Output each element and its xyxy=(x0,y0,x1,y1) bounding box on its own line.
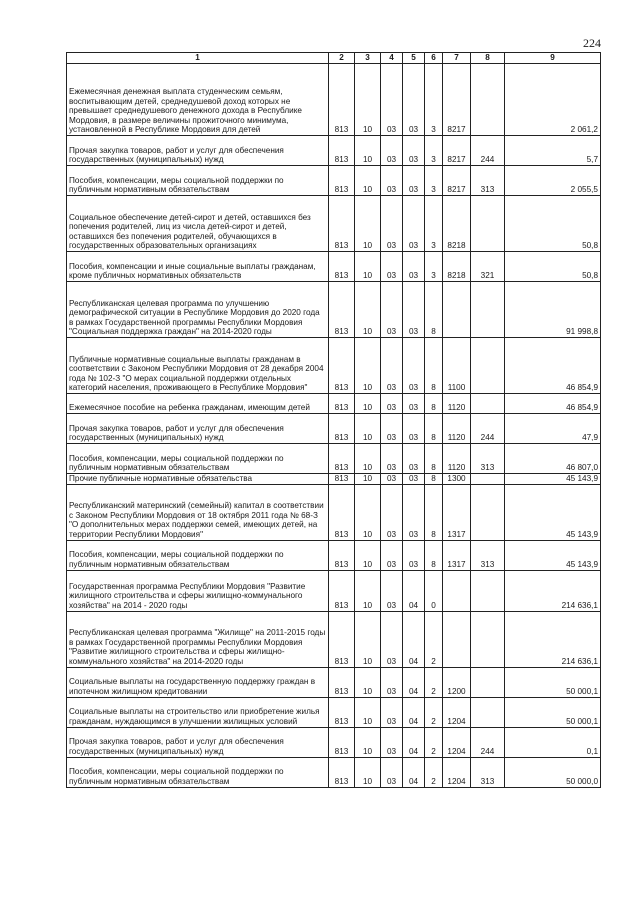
item-code-cell: 8217 xyxy=(443,166,471,196)
description-cell: Республиканский материнский (семейный) капитал в соответствии с Законом Республики Мордовия от 18 октября 2011 года № 68-З "О дополнительных мерах поддержки семей, имеющих детей, на территории Республики Мордовия" xyxy=(67,484,329,540)
subsection-cell: 03 xyxy=(381,196,403,252)
amount-cell: 2 061,2 xyxy=(505,64,601,136)
subsection-cell: 03 xyxy=(381,166,403,196)
amount-cell: 91 998,8 xyxy=(505,282,601,338)
program-cell: 04 xyxy=(403,697,425,727)
header-col-6: 6 xyxy=(425,53,443,64)
description-cell: Ежемесячная денежная выплата студенческим семьям, воспитывающим детей, среднедушевой доход которых не превышает среднедушевого денежного дохода в Республике Мордовия, в размере величины прожиточного минимума, установленной в Республике Мордовия для детей xyxy=(67,64,329,136)
subsection-cell: 03 xyxy=(381,727,403,757)
program-cell: 04 xyxy=(403,570,425,611)
subprogram-cell: 2 xyxy=(425,727,443,757)
subprogram-cell: 3 xyxy=(425,166,443,196)
table-body xyxy=(67,64,601,788)
amount-cell: 50,8 xyxy=(505,252,601,282)
ministry-code-cell: 813 xyxy=(329,484,355,540)
ministry-code-cell: 813 xyxy=(329,727,355,757)
subprogram-cell: 3 xyxy=(425,252,443,282)
expense-type-cell: 244 xyxy=(471,727,505,757)
table-row xyxy=(67,757,601,787)
amount-cell: 50 000,0 xyxy=(505,757,601,787)
description-cell: Республиканская целевая программа по улучшению демографической ситуации в Республике Мордовия до 2020 года в рамках Государственной программы Республики Мордовия "Социальная поддержка граждан" на 2014-2020 годы xyxy=(67,282,329,338)
description-cell: Государственная программа Республики Мордовия "Развитие жилищного строительства и сферы жилищно-коммунального хозяйства" на 2014 - 2020 годы xyxy=(67,570,329,611)
ministry-code-cell: 813 xyxy=(329,282,355,338)
section-cell: 10 xyxy=(355,570,381,611)
subsection-cell: 03 xyxy=(381,667,403,697)
expense-type-cell xyxy=(471,667,505,697)
table-row xyxy=(67,540,601,570)
item-code-cell: 1120 xyxy=(443,444,471,474)
description-cell: Пособия, компенсации, меры социальной поддержки по публичным нормативным обязательствам xyxy=(67,757,329,787)
item-code-cell: 1100 xyxy=(443,338,471,394)
subprogram-cell: 8 xyxy=(425,414,443,444)
subprogram-cell: 8 xyxy=(425,484,443,540)
description-cell: Прочая закупка товаров, работ и услуг для обеспечения государственных (муниципальных) нужд xyxy=(67,414,329,444)
header-col-4: 4 xyxy=(381,53,403,64)
item-code-cell: 1300 xyxy=(443,474,471,485)
header-col-7: 7 xyxy=(443,53,471,64)
table-row xyxy=(67,166,601,196)
amount-cell: 50 000,1 xyxy=(505,667,601,697)
ministry-code-cell: 813 xyxy=(329,474,355,485)
ministry-code-cell: 813 xyxy=(329,611,355,667)
amount-cell: 45 143,9 xyxy=(505,474,601,485)
page-number: 224 xyxy=(583,36,601,50)
subsection-cell: 03 xyxy=(381,697,403,727)
subprogram-cell: 8 xyxy=(425,282,443,338)
amount-cell: 0,1 xyxy=(505,727,601,757)
program-cell: 03 xyxy=(403,338,425,394)
item-code-cell: 1120 xyxy=(443,394,471,414)
subprogram-cell: 2 xyxy=(425,611,443,667)
subsection-cell: 03 xyxy=(381,540,403,570)
subsection-cell: 03 xyxy=(381,136,403,166)
subprogram-cell: 3 xyxy=(425,196,443,252)
table-row xyxy=(67,474,601,485)
program-cell: 03 xyxy=(403,484,425,540)
description-cell: Прочая закупка товаров, работ и услуг для обеспечения государственных (муниципальных) нужд xyxy=(67,727,329,757)
ministry-code-cell: 813 xyxy=(329,570,355,611)
subsection-cell: 03 xyxy=(381,484,403,540)
description-cell: Социальные выплаты на строительство или приобретение жилья гражданам, нуждающимся в улучшении жилищных условий xyxy=(67,697,329,727)
table-row xyxy=(67,570,601,611)
section-cell: 10 xyxy=(355,252,381,282)
section-cell: 10 xyxy=(355,474,381,485)
table-row xyxy=(67,484,601,540)
ministry-code-cell: 813 xyxy=(329,136,355,166)
subprogram-cell: 3 xyxy=(425,136,443,166)
program-cell: 04 xyxy=(403,757,425,787)
expense-type-cell xyxy=(471,338,505,394)
section-cell: 10 xyxy=(355,611,381,667)
program-cell: 03 xyxy=(403,166,425,196)
expense-type-cell: 313 xyxy=(471,540,505,570)
expense-type-cell xyxy=(471,570,505,611)
description-cell: Пособия, компенсации, меры социальной поддержки по публичным нормативным обязательствам xyxy=(67,166,329,196)
item-code-cell xyxy=(443,282,471,338)
program-cell: 04 xyxy=(403,611,425,667)
header-col-2: 2 xyxy=(329,53,355,64)
section-cell: 10 xyxy=(355,697,381,727)
table-row xyxy=(67,611,601,667)
expense-type-cell xyxy=(471,611,505,667)
amount-cell: 214 636,1 xyxy=(505,611,601,667)
section-cell: 10 xyxy=(355,727,381,757)
ministry-code-cell: 813 xyxy=(329,667,355,697)
table-row xyxy=(67,64,601,136)
program-cell: 03 xyxy=(403,414,425,444)
section-cell: 10 xyxy=(355,394,381,414)
amount-cell: 5,7 xyxy=(505,136,601,166)
ministry-code-cell: 813 xyxy=(329,252,355,282)
section-cell: 10 xyxy=(355,484,381,540)
program-cell: 03 xyxy=(403,282,425,338)
section-cell: 10 xyxy=(355,540,381,570)
table-row xyxy=(67,252,601,282)
expense-type-cell xyxy=(471,697,505,727)
subprogram-cell: 3 xyxy=(425,64,443,136)
description-cell: Прочие публичные нормативные обязательства xyxy=(67,474,329,485)
item-code-cell: 1317 xyxy=(443,540,471,570)
subprogram-cell: 8 xyxy=(425,540,443,570)
table-row xyxy=(67,136,601,166)
item-code-cell xyxy=(443,611,471,667)
item-code-cell: 1317 xyxy=(443,484,471,540)
amount-cell: 2 055,5 xyxy=(505,166,601,196)
item-code-cell: 1204 xyxy=(443,727,471,757)
program-cell: 04 xyxy=(403,667,425,697)
subsection-cell: 03 xyxy=(381,252,403,282)
table-row xyxy=(67,697,601,727)
description-cell: Пособия, компенсации, меры социальной поддержки по публичным нормативным обязательствам xyxy=(67,444,329,474)
item-code-cell: 8217 xyxy=(443,64,471,136)
subprogram-cell: 2 xyxy=(425,757,443,787)
header-col-1: 1 xyxy=(67,53,329,64)
subprogram-cell: 8 xyxy=(425,474,443,485)
description-cell: Социальное обеспечение детей-сирот и детей, оставшихся без попечения родителей, лиц из числа детей-сирот и детей, оставшихся без попечения родителей, обучающихся в государственных образовательных организациях xyxy=(67,196,329,252)
header-row xyxy=(67,53,601,64)
item-code-cell: 1200 xyxy=(443,667,471,697)
amount-cell: 46 807,0 xyxy=(505,444,601,474)
program-cell: 04 xyxy=(403,727,425,757)
section-cell: 10 xyxy=(355,64,381,136)
section-cell: 10 xyxy=(355,444,381,474)
table-row xyxy=(67,444,601,474)
subsection-cell: 03 xyxy=(381,757,403,787)
ministry-code-cell: 813 xyxy=(329,394,355,414)
description-cell: Пособия, компенсации, меры социальной поддержки по публичным нормативным обязательствам xyxy=(67,540,329,570)
amount-cell: 50,8 xyxy=(505,196,601,252)
program-cell: 03 xyxy=(403,444,425,474)
table-row xyxy=(67,394,601,414)
subsection-cell: 03 xyxy=(381,474,403,485)
subsection-cell: 03 xyxy=(381,282,403,338)
section-cell: 10 xyxy=(355,166,381,196)
section-cell: 10 xyxy=(355,196,381,252)
expense-type-cell xyxy=(471,394,505,414)
section-cell: 10 xyxy=(355,757,381,787)
expense-type-cell: 313 xyxy=(471,166,505,196)
description-cell: Социальные выплаты на государственную поддержку граждан в ипотечном жилищном кредитовании xyxy=(67,667,329,697)
expense-type-cell xyxy=(471,282,505,338)
program-cell: 03 xyxy=(403,252,425,282)
item-code-cell: 8218 xyxy=(443,252,471,282)
item-code-cell: 8217 xyxy=(443,136,471,166)
table-row xyxy=(67,282,601,338)
subsection-cell: 03 xyxy=(381,414,403,444)
expense-type-cell xyxy=(471,484,505,540)
expense-type-cell: 244 xyxy=(471,136,505,166)
expense-type-cell xyxy=(471,196,505,252)
subsection-cell: 03 xyxy=(381,338,403,394)
item-code-cell: 1204 xyxy=(443,757,471,787)
program-cell: 03 xyxy=(403,394,425,414)
table-row xyxy=(67,667,601,697)
ministry-code-cell: 813 xyxy=(329,196,355,252)
ministry-code-cell: 813 xyxy=(329,338,355,394)
program-cell: 03 xyxy=(403,64,425,136)
ministry-code-cell: 813 xyxy=(329,757,355,787)
subsection-cell: 03 xyxy=(381,64,403,136)
header-col-8: 8 xyxy=(471,53,505,64)
item-code-cell: 1204 xyxy=(443,697,471,727)
ministry-code-cell: 813 xyxy=(329,697,355,727)
subsection-cell: 03 xyxy=(381,570,403,611)
ministry-code-cell: 813 xyxy=(329,414,355,444)
expense-type-cell: 313 xyxy=(471,444,505,474)
item-code-cell xyxy=(443,570,471,611)
ministry-code-cell: 813 xyxy=(329,540,355,570)
subprogram-cell: 2 xyxy=(425,697,443,727)
table-row xyxy=(67,196,601,252)
ministry-code-cell: 813 xyxy=(329,444,355,474)
section-cell: 10 xyxy=(355,338,381,394)
expense-type-cell xyxy=(471,64,505,136)
amount-cell: 46 854,9 xyxy=(505,394,601,414)
expense-type-cell xyxy=(471,474,505,485)
amount-cell: 214 636,1 xyxy=(505,570,601,611)
subsection-cell: 03 xyxy=(381,444,403,474)
program-cell: 03 xyxy=(403,540,425,570)
subprogram-cell: 8 xyxy=(425,338,443,394)
ministry-code-cell: 813 xyxy=(329,64,355,136)
subsection-cell: 03 xyxy=(381,394,403,414)
subsection-cell: 03 xyxy=(381,611,403,667)
budget-table xyxy=(66,52,601,788)
subprogram-cell: 2 xyxy=(425,667,443,697)
program-cell: 03 xyxy=(403,136,425,166)
item-code-cell: 8218 xyxy=(443,196,471,252)
section-cell: 10 xyxy=(355,414,381,444)
section-cell: 10 xyxy=(355,282,381,338)
expense-type-cell: 244 xyxy=(471,414,505,444)
expense-type-cell: 313 xyxy=(471,757,505,787)
description-cell: Ежемесячное пособие на ребенка гражданам, имеющим детей xyxy=(67,394,329,414)
description-cell: Прочая закупка товаров, работ и услуг для обеспечения государственных (муниципальных) нужд xyxy=(67,136,329,166)
table-row xyxy=(67,338,601,394)
amount-cell: 47,9 xyxy=(505,414,601,444)
amount-cell: 45 143,9 xyxy=(505,484,601,540)
program-cell: 03 xyxy=(403,474,425,485)
expense-type-cell: 321 xyxy=(471,252,505,282)
subprogram-cell: 8 xyxy=(425,394,443,414)
description-cell: Республиканская целевая программа "Жилище" на 2011-2015 годы в рамках Государственной программы Республики Мордовия "Развитие жилищного строительства и сферы жилищно-коммунального хозяйства" на 2014-2020 годы xyxy=(67,611,329,667)
section-cell: 10 xyxy=(355,136,381,166)
subprogram-cell: 8 xyxy=(425,444,443,474)
subprogram-cell: 0 xyxy=(425,570,443,611)
item-code-cell: 1120 xyxy=(443,414,471,444)
description-cell: Публичные нормативные социальные выплаты гражданам в соответствии с Законом Республики Мордовия от 28 декабря 2004 года № 102-З "О мерах социальной поддержки отдельных категорий населения, проживающего в Республике Мордовия" xyxy=(67,338,329,394)
header-col-3: 3 xyxy=(355,53,381,64)
table-row xyxy=(67,727,601,757)
header-col-5: 5 xyxy=(403,53,425,64)
section-cell: 10 xyxy=(355,667,381,697)
description-cell: Пособия, компенсации и иные социальные выплаты гражданам, кроме публичных нормативных обязательств xyxy=(67,252,329,282)
header-col-9: 9 xyxy=(505,53,601,64)
program-cell: 03 xyxy=(403,196,425,252)
table-row xyxy=(67,414,601,444)
amount-cell: 45 143,9 xyxy=(505,540,601,570)
ministry-code-cell: 813 xyxy=(329,166,355,196)
amount-cell: 50 000,1 xyxy=(505,697,601,727)
amount-cell: 46 854,9 xyxy=(505,338,601,394)
